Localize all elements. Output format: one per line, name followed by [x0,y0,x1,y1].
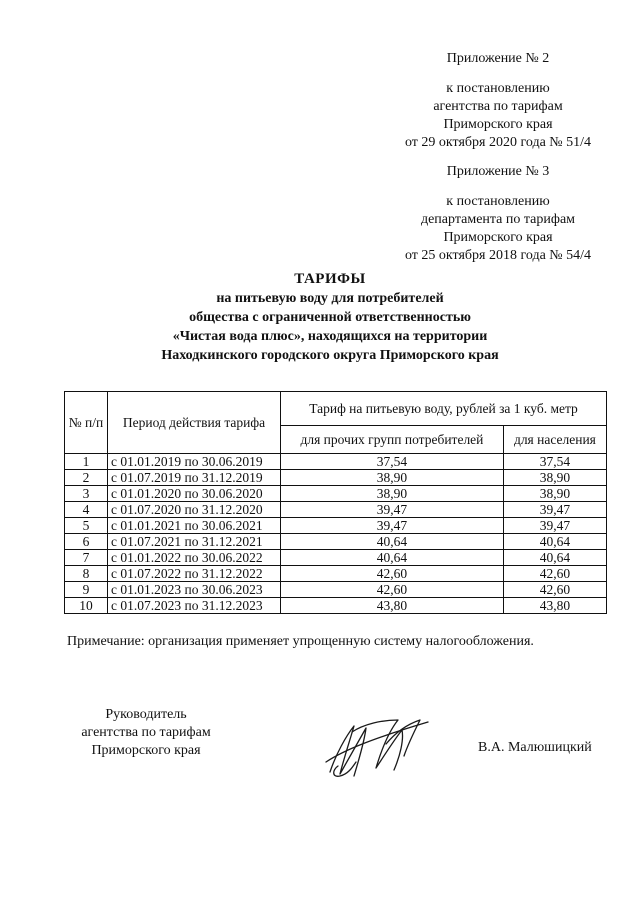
tariff-other-cell: 39,47 [281,518,504,534]
appendix-3-line: к постановлению [446,194,550,209]
appendix-2-line: агентства по тарифам [433,99,563,114]
table-row [65,470,607,486]
table-row [65,582,607,598]
appendix-3-header [378,163,618,265]
tariff-other-cell: 37,54 [281,454,504,470]
table-row [65,550,607,566]
appendix-2-line: Приморского края [443,117,553,132]
appendix-3-title: Приложение № 3 [446,164,550,179]
title-line: на питьевую воду для потребителей [216,291,444,306]
period-cell: с 01.07.2020 по 31.12.2020 [108,502,281,518]
row-number-cell: 1 [65,454,108,470]
period-cell: с 01.01.2023 по 30.06.2023 [108,582,281,598]
tariff-other-cell: 42,60 [281,582,504,598]
tariff-other-cell: 38,90 [281,470,504,486]
tariff-population-cell: 39,47 [503,502,606,518]
table-row [65,502,607,518]
row-number-cell: 8 [65,566,108,582]
row-number-cell: 2 [65,470,108,486]
appendix-3-line: от 25 октября 2018 года № 54/4 [404,248,592,263]
period-cell: с 01.07.2022 по 31.12.2022 [108,566,281,582]
note-text: Примечание: организация применяет упрощенную систему налогообложения. [67,634,534,649]
title-line: общества с ограниченной ответственностью [189,310,471,325]
tariff-population-cell: 43,80 [503,598,606,614]
column-header-other-consumers: для прочих групп потребителей [281,426,504,454]
column-header-population: для населения [503,426,606,454]
row-number-cell: 5 [65,518,108,534]
signatory-role-line: агентства по тарифам [81,725,211,740]
column-header-number: № п/п [65,392,108,454]
period-cell: с 01.07.2021 по 31.12.2021 [108,534,281,550]
appendix-3-line: департамента по тарифам [420,212,576,227]
column-header-period: Период действия тарифа [108,392,281,454]
table-row [65,518,607,534]
period-cell: с 01.01.2019 по 30.06.2019 [108,454,281,470]
row-number-cell: 3 [65,486,108,502]
table-row [65,598,607,614]
tariff-population-cell: 40,64 [503,534,606,550]
row-number-cell: 9 [65,582,108,598]
tariff-table [64,391,607,614]
document-title [70,270,590,365]
tariff-population-cell: 42,60 [503,582,606,598]
period-cell: с 01.07.2023 по 31.12.2023 [108,598,281,614]
table-row [65,566,607,582]
table-row [65,534,607,550]
period-cell: с 01.01.2021 по 30.06.2021 [108,518,281,534]
title-line: «Чистая вода плюс», находящихся на территории [172,329,488,344]
column-header-tariff: Тариф на питьевую воду, рублей за 1 куб. метр [281,392,607,426]
page-title: ТАРИФЫ [294,271,366,287]
tariff-other-cell: 39,47 [281,502,504,518]
tariff-population-cell: 37,54 [503,454,606,470]
tariff-population-cell: 40,64 [503,550,606,566]
row-number-cell: 7 [65,550,108,566]
appendix-2-line: от 29 октября 2020 года № 51/4 [404,135,592,150]
signatory-role [66,706,226,760]
period-cell: с 01.01.2020 по 30.06.2020 [108,486,281,502]
tariff-other-cell: 38,90 [281,486,504,502]
signatory-role-line: Руководитель [105,707,187,722]
tariff-table-body [65,454,607,614]
handwritten-signature [324,714,436,784]
signatory-role-line: Приморского края [91,743,201,758]
row-number-cell: 4 [65,502,108,518]
appendix-2-header [378,50,618,152]
title-line: Находкинского городского округа Приморского края [161,348,499,363]
tariff-population-cell: 38,90 [503,470,606,486]
appendix-2-title: Приложение № 2 [446,51,550,66]
tariff-other-cell: 40,64 [281,534,504,550]
table-row [65,486,607,502]
tariff-population-cell: 39,47 [503,518,606,534]
tariff-other-cell: 43,80 [281,598,504,614]
tariff-population-cell: 38,90 [503,486,606,502]
period-cell: с 01.01.2022 по 30.06.2022 [108,550,281,566]
period-cell: с 01.07.2019 по 31.12.2019 [108,470,281,486]
tariff-other-cell: 42,60 [281,566,504,582]
row-number-cell: 10 [65,598,108,614]
appendix-3-line: Приморского края [443,230,553,245]
table-row [65,454,607,470]
tariff-other-cell: 40,64 [281,550,504,566]
row-number-cell: 6 [65,534,108,550]
signatory-name: В.А. Малюшицкий [478,740,592,755]
tariff-population-cell: 42,60 [503,566,606,582]
appendix-2-line: к постановлению [446,81,550,96]
